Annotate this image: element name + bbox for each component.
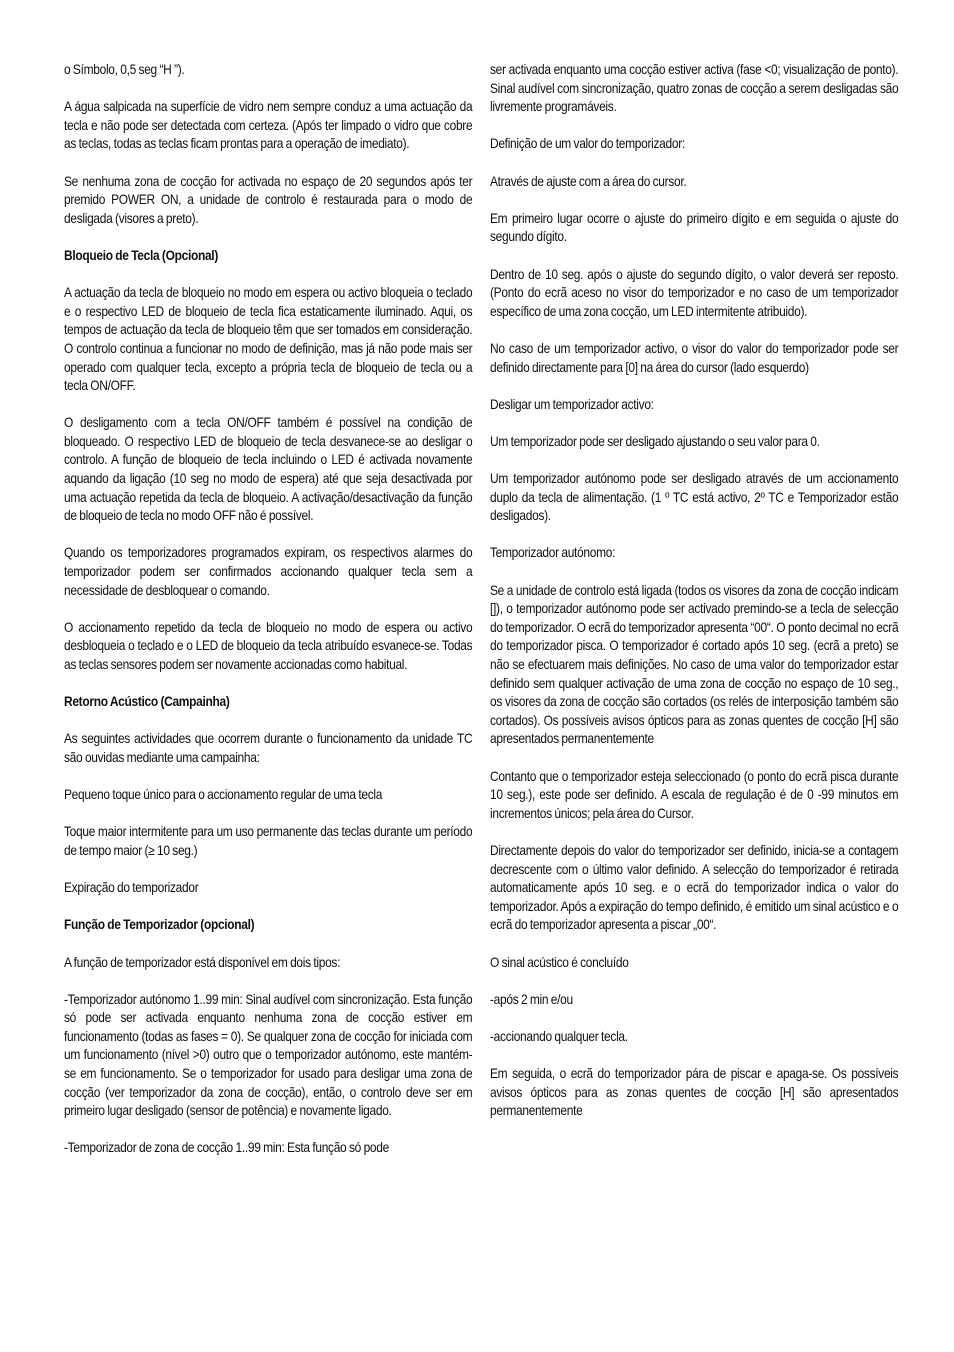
section-heading-acoustic-feedback: Retorno Acústico (Campainha): [64, 694, 230, 710]
paragraph: Contanto que o temporizador esteja seleccionado (o ponto do ecrã pisca durante 10 seg.), este pode ser definido. A escala de regulação é de 0 -99 minutos em incrementos únicos; pela área do Cursor.: [490, 768, 899, 821]
paragraph: o Símbolo, 0,5 seg “H ”).: [64, 62, 185, 77]
paragraph: No caso de um temporizador activo, o visor do valor do temporizador pode ser definido directamente para [0] na área do cursor (lado esquerdo): [490, 340, 899, 375]
paragraph: Através de ajuste com a área do cursor.: [490, 173, 687, 189]
paragraph: -Temporizador de zona de cocção 1..99 min: Esta função só pode: [64, 1140, 389, 1156]
section-heading-timer-function: Função de Temporizador (opcional): [64, 917, 255, 933]
paragraph: Se nenhuma zona de cocção for activada no espaço de 20 segundos após ter premido POWER ON, a unidade de controlo é restaurada para o modo de desligada (visores a preto).: [64, 173, 473, 226]
paragraph: Desligar um temporizador activo:: [490, 396, 654, 412]
paragraph: Quando os temporizadores programados expiram, os respectivos alarmes do temporizador podem ser confirmados accionando qualquer tecla sem a necessidade de desbloquear o comando.: [64, 545, 473, 598]
paragraph: -accionando qualquer tecla.: [490, 1028, 628, 1044]
paragraph: Definição de um valor do temporizador:: [490, 136, 685, 152]
paragraph: Directamente depois do valor do temporizador ser definido, inicia-se a contagem decrescente com o último valor definido. A selecção do temporizador é retirada automaticamente após 10 seg. e o ecrã do temporizador indica o valor do temporizador. Após a expiração do tempo definido, é emitido um sinal acústico e o ecrã do temporizador apresenta a piscar „00“.: [490, 842, 899, 933]
paragraph: O accionamento repetido da tecla de bloqueio no modo de espera ou activo desbloqueia o teclado e o LED de bloqueio da tecla atribuído esvanece-se. Todas as teclas sensores podem ser novamente accionadas como habitual.: [64, 619, 473, 672]
right-column: [490, 61, 898, 1139]
paragraph: Em primeiro lugar ocorre o ajuste do primeiro dígito e em seguida o ajuste do segundo dígito.: [490, 210, 899, 245]
paragraph: O desligamento com a tecla ON/OFF também é possível na condição de bloqueado. O respectivo LED de bloqueio de tecla desvanece-se ao desligar o controlo. A função de bloqueio de tecla incluindo o LED é activada novamente aquando da ligação (10 seg no modo de espera) até que seja desactivada por uma actuação repetida da tecla de bloqueio. A activação/desactivação da função de bloqueio de tecla no modo OFF não é possível.: [64, 415, 473, 524]
paragraph: Um temporizador pode ser desligado ajustando o seu valor para 0.: [490, 433, 820, 449]
paragraph: Um temporizador autónomo pode ser desligado através de um accionamento duplo da tecla de alimentação. (1 º TC está activo, 2º TC e Temporizador estão desligados).: [490, 471, 899, 524]
paragraph: Em seguida, o ecrã do temporizador pára de piscar e apaga-se. Os possíveis avisos ópticos para as zonas quentes de cocção [H] são apresentados permanentemente: [490, 1066, 899, 1119]
paragraph: ser activada enquanto uma cocção estiver activa (fase <0; visualização de ponto). Sinal audível com sincronização, quatro zonas de cocção a serem desligadas são livremente programáveis.: [490, 62, 899, 115]
paragraph: As seguintes actividades que ocorrem durante o funcionamento da unidade TC são ouvidas mediante uma campainha:: [64, 731, 473, 765]
paragraph: O sinal acústico é concluído: [490, 954, 629, 970]
paragraph: Pequeno toque único para o accionamento regular de uma tecla: [64, 787, 383, 803]
paragraph: A actuação da tecla de bloqueio no modo em espera ou activo bloqueia o teclado e o respectivo LED de bloqueio de tecla fica estaticamente iluminado. Aqui, os tempos de actuação da tecla de bloqueio têm que ser tomados em consideração. O controlo continua a funcionar no modo de definição, mas já não pode mais ser operado com qualquer tecla, excepto a própria tecla de bloqueio de tecla ou a tecla ON/OFF.: [64, 285, 473, 394]
left-column: [64, 61, 472, 1177]
paragraph: Temporizador autónomo:: [490, 545, 616, 561]
paragraph: Expiração do temporizador: [64, 880, 199, 896]
paragraph: A água salpicada na superfície de vidro nem sempre conduz a uma actuação da tecla e não pode ser detectada com certeza. (Após ter limpado o vidro que cobre as teclas, todas as teclas ficam prontas para a operação de imediato).: [64, 99, 473, 152]
paragraph: -Temporizador autónomo 1..99 min: Sinal audível com sincronização. Esta função só pode ser activada enquanto nenhuma zona de cocção estiver em funcionamento (todas as fases = 0). Se qualquer zona de cocção for iniciada com um funcionamento (nível >0) outro que o temporizador autónomo, este mantém-se em funcionamento. Se o temporizador for usado para desligar uma zona de cocção (ver temporizador da zona de cocção), então, o controlo deve ser em primeiro lugar desligado (sensor de potência) e novamente ligado.: [64, 991, 473, 1119]
section-heading-key-lock: Bloqueio de Tecla (Opcional): [64, 247, 219, 263]
paragraph: -após 2 min e/ou: [490, 991, 573, 1007]
paragraph: Toque maior intermitente para um uso permanente das teclas durante um período de tempo maior (≥ 10 seg.): [64, 824, 473, 858]
paragraph: A função de temporizador está disponível em dois tipos:: [64, 954, 341, 970]
paragraph: Se a unidade de controlo está ligada (todos os visores da zona de cocção indicam []), o temporizador autónomo pode ser activado premindo-se a tecla de selecção do temporizador. O ecrã do temporizador apresenta “00“. O ponto decimal no ecrã do temporizador pisca. O temporizador é cortado após 10 seg. (ecrã a preto) se não se efectuarem mais definições. No caso de uma valor do temporizador estar definido sem qualquer activação de uma zona de cocção no espaço de 10 seg., os visores da zona de cocção são cortados (os relés de interposição também são cortados). Os possíveis avisos ópticos para as zonas quentes de cocção [H] são apresentados permanentemente: [490, 582, 899, 747]
paragraph: Dentro de 10 seg. após o ajuste do segundo dígito, o valor deverá ser reposto. (Ponto do ecrã aceso no visor do temporizador e no caso de um temporizador específico de uma zona cocção, um LED intermitente atribuido).: [490, 266, 899, 319]
